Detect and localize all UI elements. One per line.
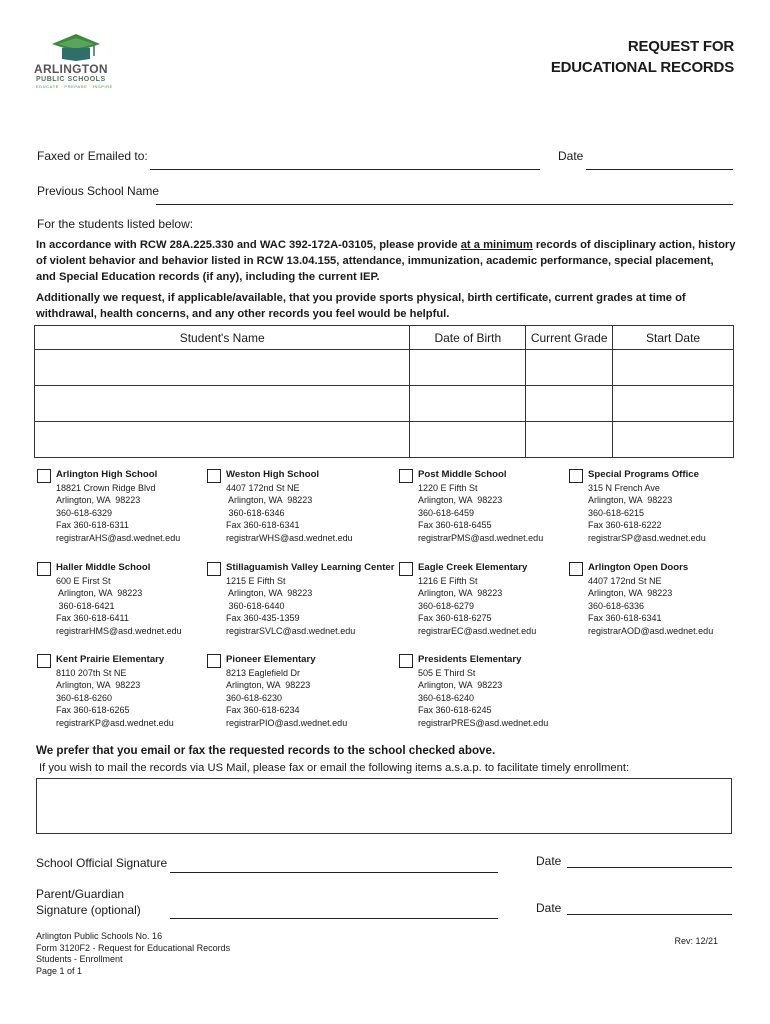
para1-part-a: In accordance with RCW 28A.225.330 and WAC 392-172A-03105, please provide (36, 239, 461, 251)
date-label: Date (558, 149, 584, 163)
form-title-line2: EDUCATIONAL RECORDS (550, 59, 734, 76)
student-name-cell[interactable] (35, 350, 410, 386)
school-checkbox[interactable] (399, 469, 413, 483)
school-name: Haller Middle School (56, 562, 151, 573)
parent-date-label: Date (536, 901, 562, 915)
school-checkbox[interactable] (569, 469, 583, 483)
date-field[interactable] (586, 169, 733, 170)
graduation-cap-icon (50, 32, 102, 62)
dob-cell[interactable] (410, 350, 526, 386)
col-date-of-birth: Date of Birth (410, 326, 526, 350)
school-checkbox[interactable] (399, 562, 413, 576)
school-address: 315 N French Ave Arlington, WA 98223 360-618-6215 Fax 360-618-6222 registrarSP@asd.wednet.edu (588, 483, 706, 543)
school-name: Presidents Elementary (418, 654, 522, 665)
start-date-cell[interactable] (613, 422, 734, 458)
parent-signature-field[interactable] (170, 918, 498, 919)
school-name: Post Middle School (418, 469, 507, 480)
official-signature-field[interactable] (170, 872, 498, 873)
student-name-cell[interactable] (35, 386, 410, 422)
para1-part-b: records of disciplinary action, history of violent behavior and behavior listed in RCW 13.04.155, attendance, immunization, academic performance, special placement, and Special Education records (if any), including the current IEP. (36, 239, 736, 283)
official-date-field[interactable] (567, 867, 732, 868)
school-checkbox[interactable] (569, 562, 583, 576)
school-checkbox[interactable] (207, 469, 221, 483)
col-current-grade: Current Grade (526, 326, 613, 350)
parent-signature-label-1: Parent/Guardian (36, 887, 125, 901)
school-name: Eagle Creek Elementary (418, 562, 528, 573)
table-row (35, 386, 734, 422)
students-table (34, 325, 734, 458)
col-student-name: Student's Name (35, 326, 410, 350)
start-date-cell[interactable] (613, 350, 734, 386)
parent-signature-label-2: Signature (optional) (36, 903, 141, 917)
dob-cell[interactable] (410, 422, 526, 458)
para1-underlined: at a minimum (460, 239, 533, 251)
footer-line3: Students - Enrollment (36, 954, 123, 964)
mail-instructions: If you wish to mail the records via US Mail, please fax or email the following items a.s.a.p. to facilitate timely enrollment: (39, 762, 630, 774)
school-checkbox[interactable] (207, 654, 221, 668)
school-address: 4407 172nd St NE Arlington, WA 98223 360-618-6336 Fax 360-618-6341 registrarAOD@asd.wednet.edu (588, 576, 714, 636)
school-name: Arlington High School (56, 469, 158, 480)
school-checkbox[interactable] (207, 562, 221, 576)
faxed-field[interactable] (150, 169, 540, 170)
dob-cell[interactable] (410, 386, 526, 422)
table-row (35, 350, 734, 386)
school-address: 1216 E Fifth St Arlington, WA 98223 360-618-6279 Fax 360-618-6275 registrarEC@asd.wednet.edu (418, 576, 537, 636)
school-checkbox[interactable] (37, 562, 51, 576)
school-name: Pioneer Elementary (226, 654, 316, 665)
official-date-label: Date (536, 854, 562, 868)
mail-items-textarea[interactable] (36, 778, 732, 834)
school-checkbox[interactable] (37, 469, 51, 483)
faxed-label: Faxed or Emailed to: (37, 149, 148, 163)
records-request-paragraph (36, 237, 736, 285)
students-intro: For the students listed below: (37, 217, 194, 231)
school-address: 8213 Eaglefield Dr Arlington, WA 98223 360-618-6230 Fax 360-618-6234 registrarPIO@asd.wednet.edu (226, 668, 348, 728)
school-address: 600 E First St Arlington, WA 98223 360-618-6421 Fax 360-618-6411 registrarHMS@asd.wednet.edu (56, 576, 182, 636)
footer (36, 931, 230, 977)
logo-sub: PUBLIC SCHOOLS (36, 76, 106, 83)
footer-line4: Page 1 of 1 (36, 965, 83, 976)
school-checkbox[interactable] (37, 654, 51, 668)
school-address: 1215 E Fifth St Arlington, WA 98223 360-618-6440 Fax 360-435-1359 registrarSVLC@asd.wednet.edu (226, 576, 356, 636)
school-name: Stillaguamish Valley Learning Center (226, 562, 395, 573)
start-date-cell[interactable] (613, 386, 734, 422)
school-address: 505 E Third St Arlington, WA 98223 360-618-6240 Fax 360-618-6245 registrarPRES@asd.wednet.edu (418, 668, 549, 728)
logo-name: ARLINGTON (34, 62, 108, 76)
school-address: 8110 207th St NE Arlington, WA 98223 360-618-6260 Fax 360-618-6265 registrarKP@asd.wednet.edu (56, 668, 174, 728)
school-checkbox[interactable] (399, 654, 413, 668)
district-logo (34, 32, 118, 89)
school-name: Special Programs Office (588, 469, 699, 480)
school-address: 4407 172nd St NE Arlington, WA 98223 360-618-6346 Fax 360-618-6341 registrarWHS@asd.wednet.edu (226, 483, 353, 543)
official-signature-label: School Official Signature (36, 856, 168, 870)
school-address: 18821 Crown Ridge Blvd Arlington, WA 98223 360-618-6329 Fax 360-618-6311 registrarAHS@asd.wednet.edu (56, 483, 181, 543)
grade-cell[interactable] (526, 422, 613, 458)
form-title-line1: REQUEST FOR (627, 38, 734, 55)
student-name-cell[interactable] (35, 422, 410, 458)
prefer-email-fax-notice: We prefer that you email or fax the requested records to the school checked above. (36, 744, 496, 757)
col-start-date: Start Date (613, 326, 734, 350)
school-address: 1220 E Fifth St Arlington, WA 98223 360-618-6459 Fax 360-618-6455 registrarPMS@asd.wednet.edu (418, 483, 544, 543)
previous-school-label: Previous School Name (37, 184, 160, 198)
footer-line2: Form 3120F2 - Request for Educational Records (36, 942, 231, 953)
form-title (551, 36, 734, 78)
school-name: Arlington Open Doors (588, 562, 689, 573)
parent-date-field[interactable] (567, 914, 732, 915)
previous-school-field[interactable] (156, 204, 733, 205)
revision-label: Rev: 12/21 (674, 936, 718, 946)
grade-cell[interactable] (526, 386, 613, 422)
table-row (35, 422, 734, 458)
table-header-row (35, 326, 734, 350)
additional-request-paragraph: Additionally we request, if applicable/available, that you provide sports physical, birth certificate, current grades at time of withdrawal, health concerns, and any other records you feel would be helpful. (36, 292, 686, 320)
grade-cell[interactable] (526, 350, 613, 386)
school-name: Weston High School (226, 469, 320, 480)
logo-tagline: EDUCATE · PREPARE · INSPIRE (36, 84, 113, 89)
school-name: Kent Prairie Elementary (56, 654, 165, 665)
footer-line1: Arlington Public Schools No. 16 (36, 931, 163, 941)
